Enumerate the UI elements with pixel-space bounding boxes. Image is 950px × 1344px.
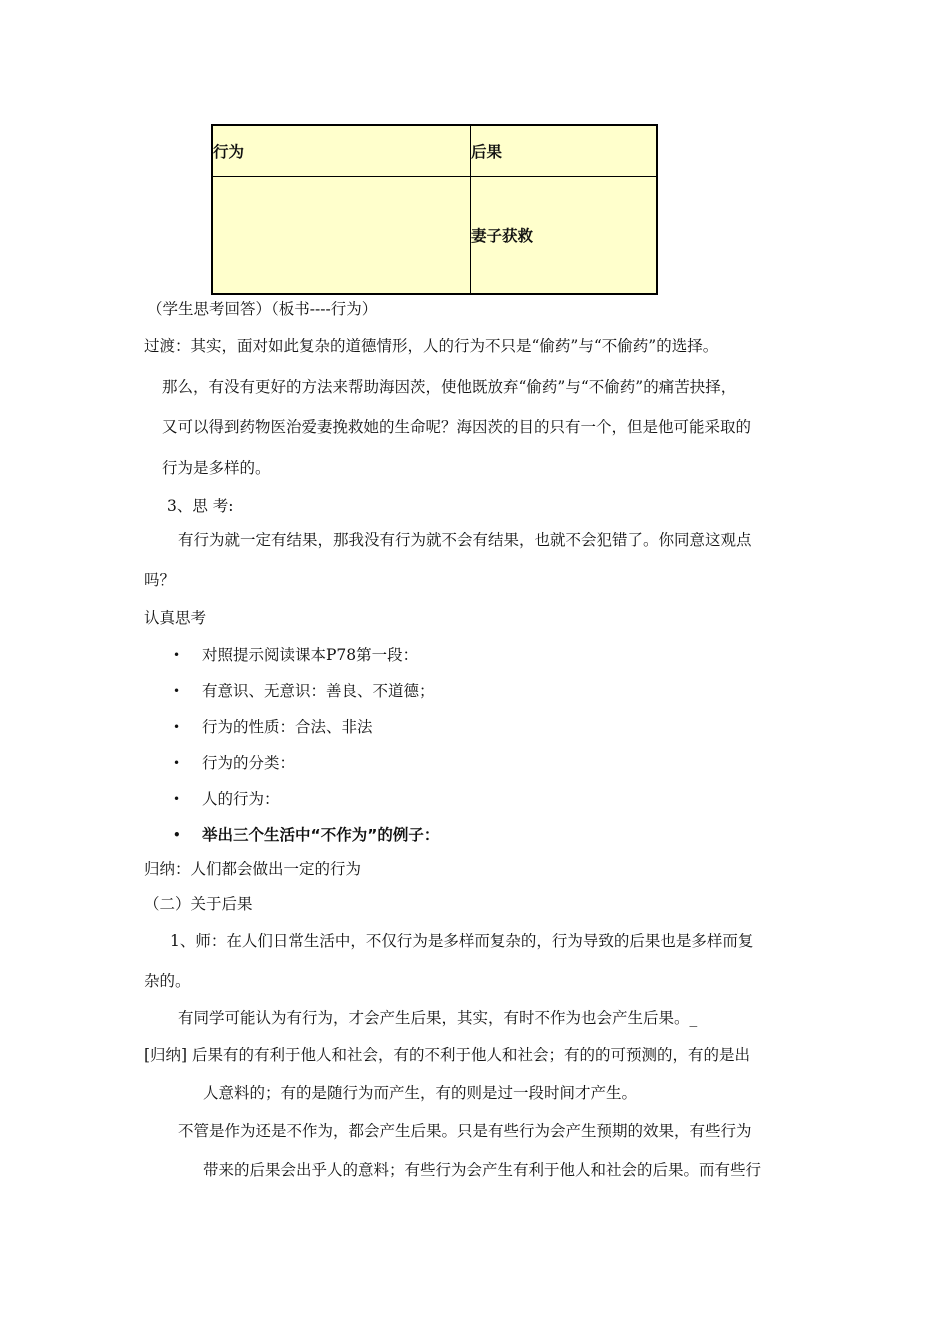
section-heading: （二）关于后果 [144, 895, 253, 913]
table-header-behavior: 行为 [212, 125, 471, 177]
paragraph-line: （学生思考回答）（板书----行为） [147, 300, 378, 318]
paragraph-line: 认真思考 [144, 609, 207, 627]
list-item: 有意识、无意识：善良、不道德； [202, 682, 435, 700]
paragraph-line: 人意料的；有的是随行为而产生，有的则是过一段时间才产生。 [203, 1084, 638, 1102]
paragraph-line: 杂的。 [144, 972, 191, 990]
bullet-icon: • [173, 828, 181, 842]
table-cell-behavior [212, 177, 471, 295]
paragraph-line: 1、师：在人们日常生活中，不仅行为是多样而复杂的，行为导致的后果也是多样而复 [170, 932, 754, 950]
table-row [212, 177, 657, 295]
bullet-icon: • [173, 756, 181, 770]
table-header-consequence: 后果 [471, 125, 658, 177]
bullet-icon: • [173, 792, 181, 806]
paragraph-line: 行为是多样的。 [162, 459, 271, 477]
section-heading: 3、思 考: [167, 497, 234, 515]
table-cell-consequence: 妻子获救 [471, 177, 658, 295]
list-item: 人的行为： [202, 790, 280, 808]
behavior-consequence-table [211, 124, 658, 295]
paragraph-line: 带来的后果会出乎人的意料；有些行为会产生有利于他人和社会的后果。而有些行 [203, 1161, 762, 1179]
paragraph-line: [归纳] 后果有的有利于他人和社会，有的不利于他人和社会；有的的可预测的，有的是出 [144, 1046, 751, 1064]
list-item: 对照提示阅读课本P78第一段： [202, 646, 419, 664]
paragraph-line: 那么，有没有更好的方法来帮助海因茨，使他既放弃“偷药”与“不偷药”的痛苦抉择， [162, 378, 737, 396]
paragraph-line: 吗？ [144, 571, 176, 589]
bullet-icon: • [173, 684, 181, 698]
bullet-icon: • [173, 720, 181, 734]
paragraph-line: 归纳：人们都会做出一定的行为 [144, 860, 362, 878]
paragraph-line: 有行为就一定有结果，那我没有行为就不会有结果，也就不会犯错了。你同意这观点 [178, 531, 752, 549]
paragraph-line: 过渡：其实，面对如此复杂的道德情形，人的行为不只是“偷药”与“不偷药”的选择。 [144, 337, 719, 355]
list-item: 行为的性质：合法、非法 [202, 718, 373, 736]
paragraph-line: 不管是作为还是不作为，都会产生后果。只是有些行为会产生预期的效果，有些行为 [178, 1122, 752, 1140]
bullet-icon: • [173, 648, 181, 662]
paragraph-line: 又可以得到药物医治爱妻挽救她的生命呢？海因茨的目的只有一个，但是他可能采取的 [162, 418, 752, 436]
list-item: 行为的分类： [202, 754, 296, 772]
table-header-row [212, 125, 657, 177]
paragraph-line: 有同学可能认为有行为，才会产生后果，其实，有时不作为也会产生后果。_ [178, 1009, 698, 1027]
list-item: 举出三个生活中“不作为”的例子： [202, 826, 440, 844]
